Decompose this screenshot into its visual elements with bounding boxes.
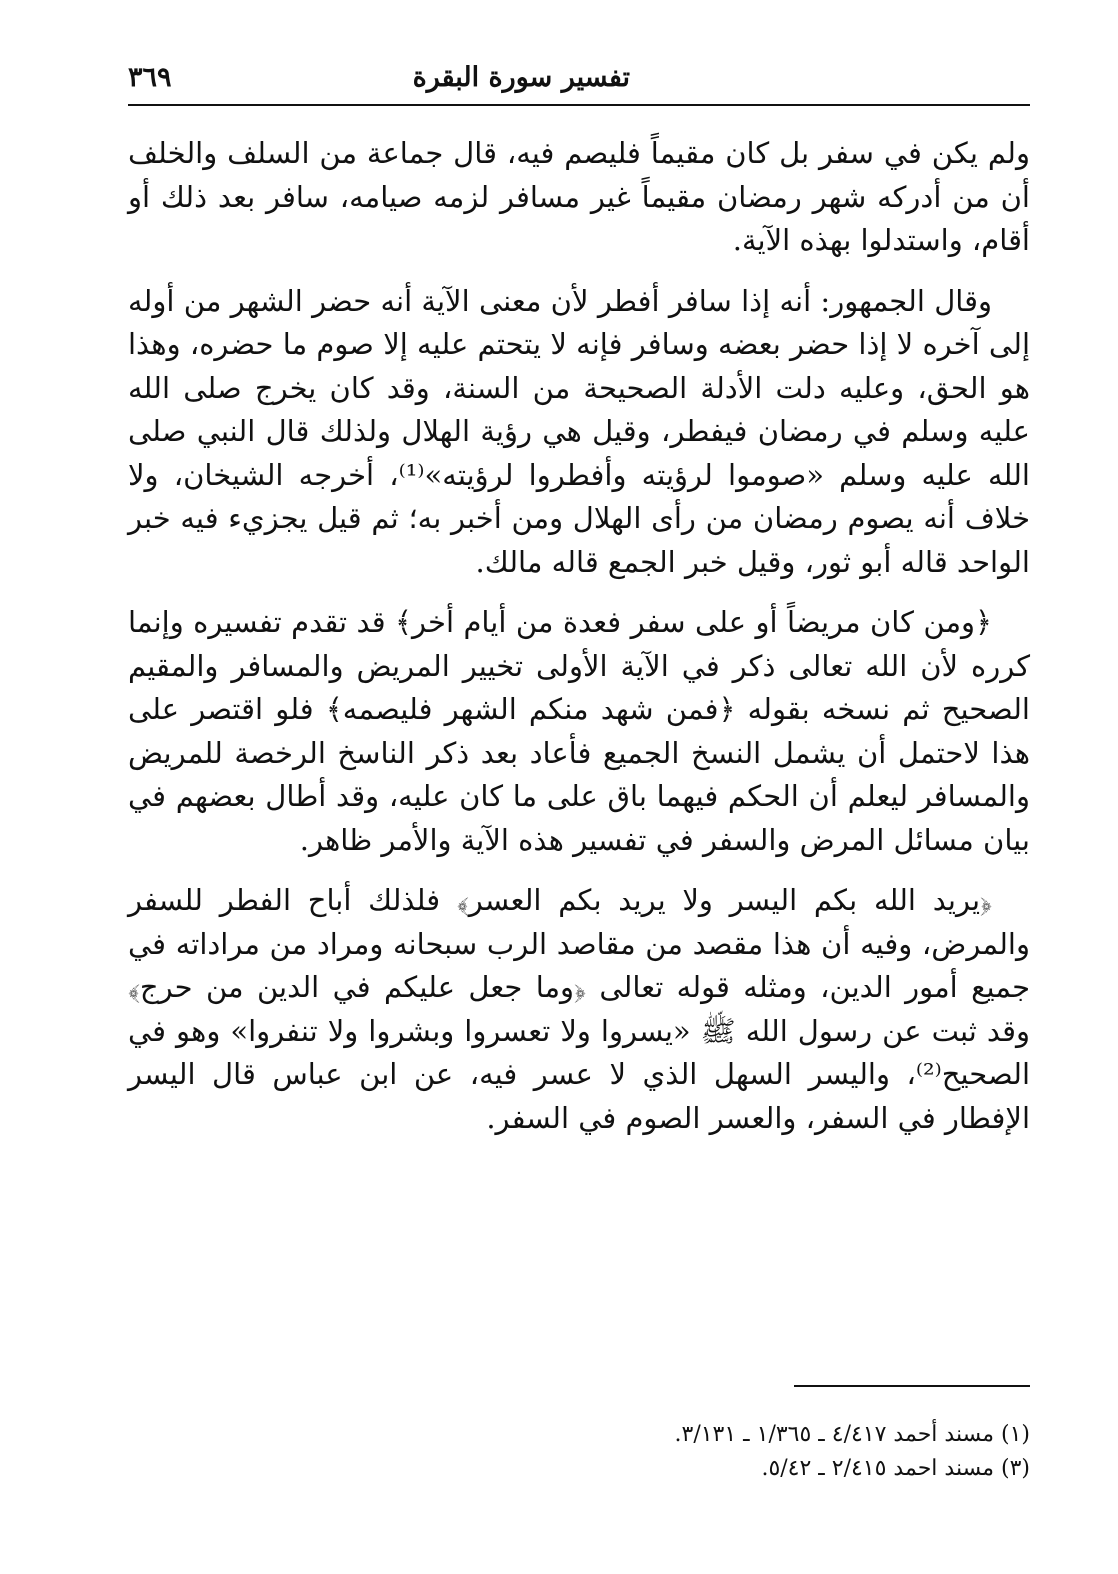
paragraph-2: وقال الجمهور: أنه إذا سافر أفطر لأن معنى الآية أنه حضر الشهر من أوله إلى آخره لا إذا حضر بعضه وسافر فإنه لا يتحتم عليه إلا صوم ما حضره، وهذا هو الحق، وعليه دلت الأدلة الصحيحة من السنة، وقد كان يخرج صلى الله عليه وسلم في رمضان فيفطر، وقيل هي رؤية الهلال ولذلك قال النبي صلى الله عليه وسلم «صوموا لرؤيته وأفطروا لرؤيته»⁽¹⁾، أخرجه الشيخان، ولا خلاف أنه يصوم رمضان من رأى الهلال ومن أخبر به؛ ثم قيل يجزيء فيه خبر الواحد قاله أبو ثور، وقيل خبر الجمع قاله مالك. [128, 283, 1030, 579]
paragraph-1: ولم يكن في سفر بل كان مقيماً فليصم فيه، قال جماعة من السلف والخلف أن من أدركه شهر رمضان مقيماً غير مسافر لزمه صيامه، سافر بعد ذلك أو أقام، واستدلوا بهذه الآية. [128, 136, 1030, 257]
running-title: تفسير سورة البقرة [412, 62, 630, 93]
paragraph-4: ﴿يريد الله بكم اليسر ولا يريد بكم العسر﴾ فلذلك أباح الفطر للسفر والمرض، وفيه أن هذا مقصد من مقاصد الرب سبحانه ومراد من مراداته في جميع أمور الدين، ومثله قوله تعالى ﴿وما جعل عليكم في الدين من حرج﴾ وقد ثبت عن رسول الله ﷺ «يسروا ولا تعسروا وبشروا ولا تنفروا» وهو في الصحيح⁽²⁾، واليسر السهل الذي لا عسر فيه، عن ابن عباس قال اليسر الإفطار في السفر، والعسر الصوم في السفر. [128, 883, 1030, 1135]
footnote-2: (٣) مسند احمد ٢/٤١٥ ـ ٥/٤٢. [761, 1456, 1030, 1481]
footnote-separator [794, 1385, 1030, 1387]
footnotes [675, 1418, 1031, 1486]
paragraph-3: ﴿ومن كان مريضاً أو على سفر فعدة من أيام أخر﴾ قد تقدم تفسيره وإنما كرره لأن الله تعالى ذكر في الآية الأولى تخيير المريض والمسافر والمقيم الصحيح ثم نسخه بقوله ﴿فمن شهد منكم الشهر فليصمه﴾ فلو اقتصر على هذا لاحتمل أن يشمل النسخ الجميع فأعاد بعد ذكر الناسخ الرخصة للمريض والمسافر ليعلم أن الحكم فيهما باق على ما كان عليه، وقد أطال بعضهم في بيان مسائل المرض والسفر في تفسير هذه الآية والأمر ظاهر. [128, 605, 1030, 857]
page-header [128, 58, 1030, 106]
page-number: ٣٦٩ [128, 62, 172, 93]
main-text [128, 132, 1030, 1157]
footnote-1: (١) مسند أحمد ٤/٤١٧ ـ ١/٣٦٥ ـ ٣/١٣١. [674, 1422, 1030, 1447]
